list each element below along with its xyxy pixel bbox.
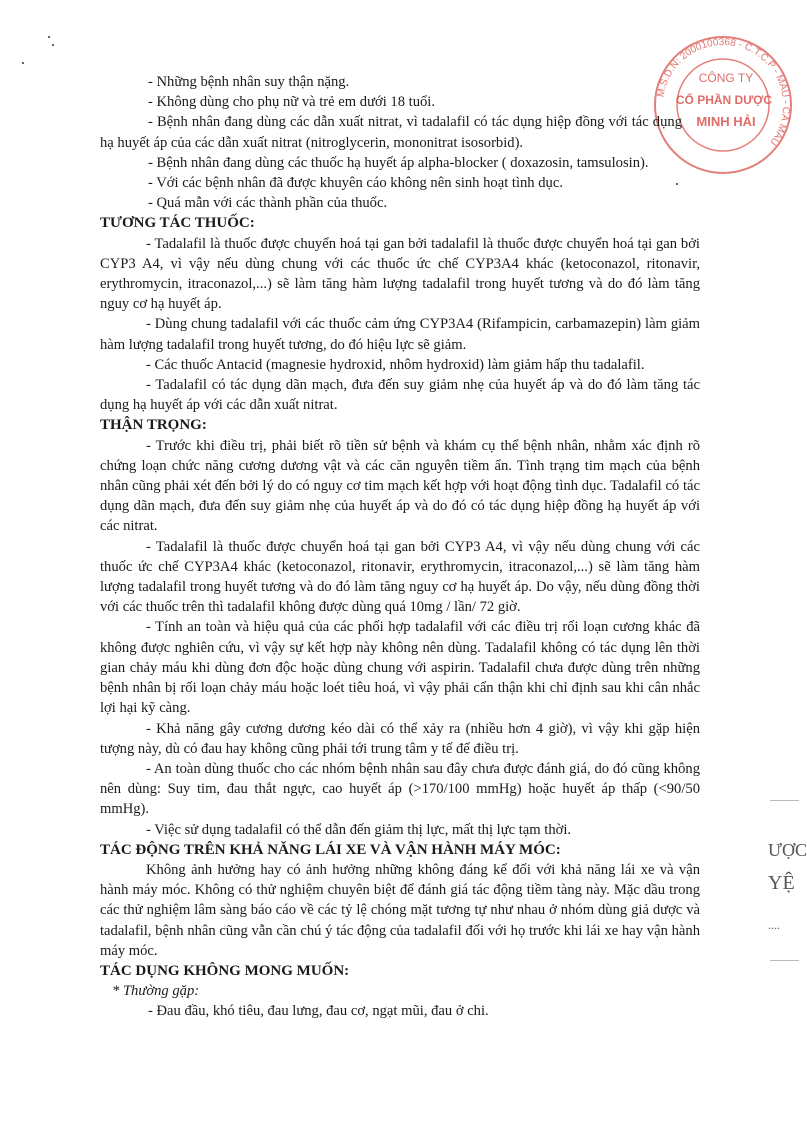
interactions-section (100, 234, 700, 416)
document-page (100, 72, 700, 1022)
list-item: - Bệnh nhân đang dùng các dẫn xuất nitrat, vì tadalafil có tác dụng hiệp đồng với tác dụng hạ huyết áp của các dẫn xuất nitrat (nitroglycerin, mononitrat isosorbid). (100, 114, 682, 151)
scan-edge-line (770, 800, 799, 801)
paragraph: - Tadalafil có tác dụng dãn mạch, đưa đến suy giảm nhẹ của huyết áp và do đó làm tăng tác dụng hạ huyết áp với các dẫn xuất nitrat. (100, 377, 700, 414)
list-item: - Với các bệnh nhân đã được khuyên cáo không nên sinh hoạt tình dục. (148, 175, 563, 192)
stamp-line-2: CỔ PHẦN DƯỢC (675, 93, 773, 107)
stamp-line-3: MINH HẢI (696, 114, 756, 129)
subheading-common: * Thường gặp: (112, 983, 200, 1000)
section-heading-interactions: TƯƠNG TÁC THUỐC: (100, 215, 255, 232)
scan-speck (22, 62, 24, 64)
paragraph: - An toàn dùng thuốc cho các nhóm bệnh nhân sau đây chưa được đánh giá, do đó cũng không nên dùng: Suy tim, đau thắt ngực, cao huyết áp (>170/100 mmHg) hoặc huyết áp thấp (<90/50 mmHg). (100, 760, 700, 818)
paragraph: - Tính an toàn và hiệu quả của các phối hợp tadalafil với các điều trị rối loạn cương khác đã không được nghiên cứu, vì vậy sự kết hợp này không nên dùng. Tadalafil không có tác dụng lên thời gian chảy máu khi dùng đơn độc hoặc dùng chung với aspirin. Tadalafil chưa được dùng trên những bệnh nhân bị rối loạn chảy máu hoặc loét tiêu hoá, vì vậy phải cẩn thận khi chỉ định sau khi cân nhắc lợi hại kỹ càng. (100, 619, 700, 717)
margin-fragment: ƯỢC (768, 840, 807, 860)
section-heading-precautions: THẬN TRỌNG: (100, 417, 207, 434)
paragraph: - Việc sử dụng tadalafil có thể dẫn đến giảm thị lực, mất thị lực tạm thời. (146, 821, 572, 838)
paragraph: - Khả năng gây cương dương kéo dài có thể xảy ra (nhiều hơn 4 giờ), vì vậy khi gặp hiện tượng này, dù có đau hay không cũng phải tới trung tâm y tế để điều trị. (100, 720, 700, 757)
scan-speck (48, 36, 50, 38)
list-item: - Những bệnh nhân suy thận nặng. (148, 74, 350, 90)
margin-fragment: .... (768, 918, 780, 932)
paragraph: - Tadalafil là thuốc được chuyển hoá tại gan bởi tadalafil là thuốc được chuyển hoá tại gan bởi CYP3 A4, vì vậy nếu dùng chung với các thuốc ức chế CYP3A4 khác (ketoconazol, ritonavir, erythromycin, itraconazol,...) sẽ làm tăng hàm lượng tadalafil trong huyết tương và do đó làm tăng nguy cơ hạ huyết áp. (100, 235, 700, 313)
section-heading-side-effects: TÁC DỤNG KHÔNG MONG MUỐN: (100, 962, 350, 979)
list-item: - Quá mẫn với các thành phần của thuốc. (148, 195, 388, 212)
paragraph: - Đau đầu, khó tiêu, đau lưng, đau cơ, ngạt mũi, đau ở chi. (148, 1003, 489, 1020)
margin-fragment: YỆ (768, 872, 795, 894)
section-heading-driving: TÁC ĐỘNG TRÊN KHẢ NĂNG LÁI XE VÀ VẬN HÀNH MÁY MÓC: (100, 841, 561, 858)
precautions-section (100, 436, 700, 840)
scan-edge-line (770, 960, 799, 961)
paragraph: - Tadalafil là thuốc được chuyển hoá tại gan bởi CYP3 A4, vì vậy nếu dùng chung với các thuốc ức chế CYP3A4 khác (ketoconazol, ritonavir, erythromycin, itraconazol,...) sẽ làm tăng hàm lượng tadalafil trong huyết tương và do đó làm tăng nguy cơ hạ huyết áp. Do vậy, nếu dùng đồng thời với các thuốc trên thì tadalafil không được dùng quá 10mg / lần/ 72 giờ. (100, 538, 700, 616)
list-item: - Không dùng cho phụ nữ và trẻ em dưới 18 tuổi. (148, 94, 435, 111)
stamp-line-1: CÔNG TY (698, 71, 754, 85)
scan-speck (52, 44, 54, 46)
stamp-ring-text: M.S.D.N: 2000100368 - C.T.C.P - MAU - CÀ MAU (655, 36, 792, 148)
contraindications-list (100, 72, 700, 213)
paragraph: - Trước khi điều trị, phải biết rõ tiền sử bệnh và khám cụ thể bệnh nhân, nhằm xác định rõ chứng loạn chức năng cương dương vật và các căn nguyên tiềm ẩn. Tình trạng tim mạch của bệnh nhân cũng phải xét đến bởi lý do có nguy cơ tim mạch kết hợp với hoạt động tình dục. Tadalafil có tác dụng dãn mạch, đưa đến suy giảm nhẹ của huyết áp và do đó có tác dụng hiệp đồng hạ huyết áp với các nitrat. (100, 437, 700, 535)
paragraph: Không ảnh hưởng hay có ảnh hưởng những không đáng kể đối với khả năng lái xe và vận hành máy móc. Không có thử nghiệm chuyên biệt để đánh giá tác động tiềm tàng này. Mặc dầu trong các thử nghiệm lâm sàng báo cáo về các tỷ lệ chóng mặt tương tự như nhau ở nhóm dùng giả dược và tadalafil, bệnh nhân cũng vẫn cần chú ý tác động của tadalafil đối với họ trước khi lái xe hay vận hành máy móc. (100, 861, 700, 959)
list-item: - Bệnh nhân đang dùng các thuốc hạ huyết áp alpha-blocker ( doxazosin, tamsulosin). (148, 154, 649, 171)
paragraph: - Dùng chung tadalafil với các thuốc cảm ứng CYP3A4 (Rifampicin, carbamazepin) làm giảm hàm lượng tadalafil trong huyết tương, do đó hiệu lực sẽ giảm. (100, 316, 700, 353)
paragraph: - Các thuốc Antacid (magnesie hydroxid, nhôm hydroxid) làm giảm hấp thu tadalafil. (146, 356, 645, 373)
